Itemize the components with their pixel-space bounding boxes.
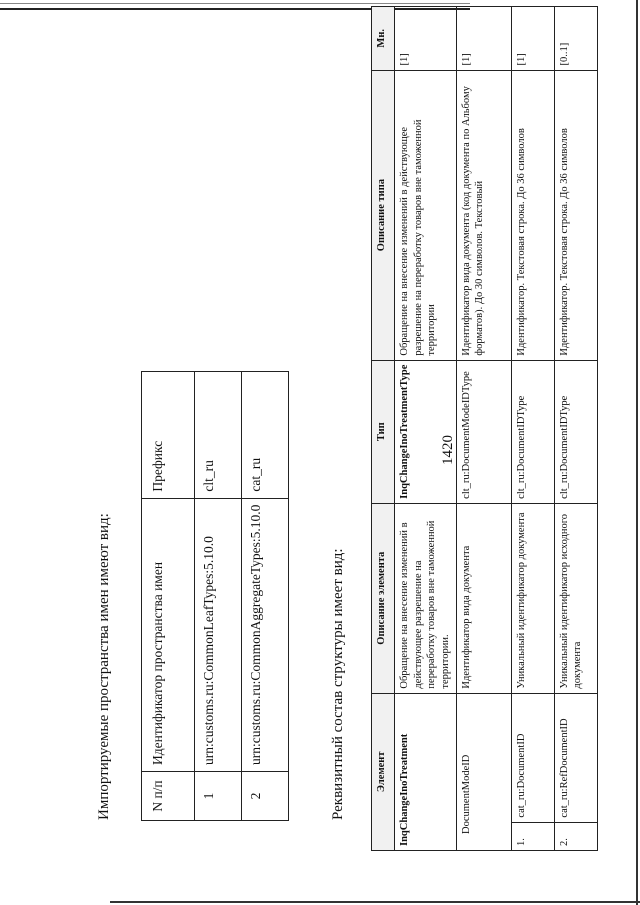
row-element: cat_ru:DocumentID — [511, 693, 554, 822]
row-type-description: Обращение на внесение изменений в действующее разрешение на переработку товаров вне таможенной территории — [395, 70, 457, 360]
row-type: InqChangeInoTreatmentType — [395, 360, 457, 503]
ns-header-id: Идентификатор пространства имен — [142, 498, 195, 771]
ns-header-number: N п/п — [142, 772, 195, 821]
row-description: Обращение на внесение изменений в действующее разрешение на переработку товаров вне таможенной территории. — [395, 503, 457, 693]
ns-row-id: urn:customs.ru:CommonAggregateTypes:5.10.0 — [242, 498, 289, 771]
header-multiplicity: Мн. — [372, 7, 395, 71]
table-row — [242, 372, 289, 821]
ns-row-number: 2 — [242, 772, 289, 821]
namespaces-header-row — [142, 372, 195, 821]
row-number: 2. — [554, 822, 597, 850]
row-element: cat_ru:RefDocumentID — [554, 693, 597, 822]
row-description: Уникальный идентификатор документа — [511, 503, 554, 693]
table-row — [456, 7, 511, 851]
row-type: clt_ru:DocumentIDType — [554, 360, 597, 503]
ns-header-prefix: Префикс — [142, 372, 195, 499]
table-row — [195, 372, 242, 821]
row-multiplicity: [0..1] — [554, 7, 597, 71]
header-element-description: Описание элемента — [372, 503, 395, 693]
header-type: Тип — [372, 360, 395, 503]
structure-intro: Реквизитный состав структуры имеет вид: — [330, 548, 346, 820]
structure-table — [371, 6, 598, 851]
row-type-description: Идентификатор. Текстовая строка. До 36 символов — [511, 70, 554, 360]
namespaces-intro: Импортируемые пространства имен имеют вид: — [96, 513, 112, 820]
row-number: 1. — [511, 822, 554, 850]
structure-header-row — [372, 7, 395, 851]
row-multiplicity: [1] — [456, 7, 511, 71]
row-multiplicity: [1] — [511, 7, 554, 71]
row-type-description: Идентификатор вида документа (код документа по Альбому форматов). До 30 символов. Текстовый — [456, 70, 511, 360]
ns-row-number: 1 — [195, 772, 242, 821]
row-type: clt_ru:DocumentModeIDType — [456, 360, 511, 503]
ns-row-prefix: cat_ru — [242, 372, 289, 499]
row-element: DocumentModeID — [456, 693, 511, 850]
header-type-description: Описание типа — [372, 70, 395, 360]
ns-row-id: urn:customs.ru:CommonLeafTypes:5.10.0 — [195, 498, 242, 771]
row-description: Идентификатор вида документа — [456, 503, 511, 693]
row-type-description: Идентификатор. Текстовая строка. До 36 символов — [554, 70, 597, 360]
table-row — [395, 7, 457, 851]
header-element: Элемент — [372, 693, 395, 850]
table-row — [554, 7, 597, 851]
namespaces-table — [141, 371, 289, 821]
row-element: InqChangeInoTreatment — [395, 693, 457, 850]
row-description: Уникальный идентификатор исходного документа — [554, 503, 597, 693]
row-multiplicity: [1] — [395, 7, 457, 71]
page-number: 1420 — [440, 435, 456, 465]
row-type: clt_ru:DocumentIDType — [511, 360, 554, 503]
table-row — [511, 7, 554, 851]
ns-row-prefix: clt_ru — [195, 372, 242, 499]
